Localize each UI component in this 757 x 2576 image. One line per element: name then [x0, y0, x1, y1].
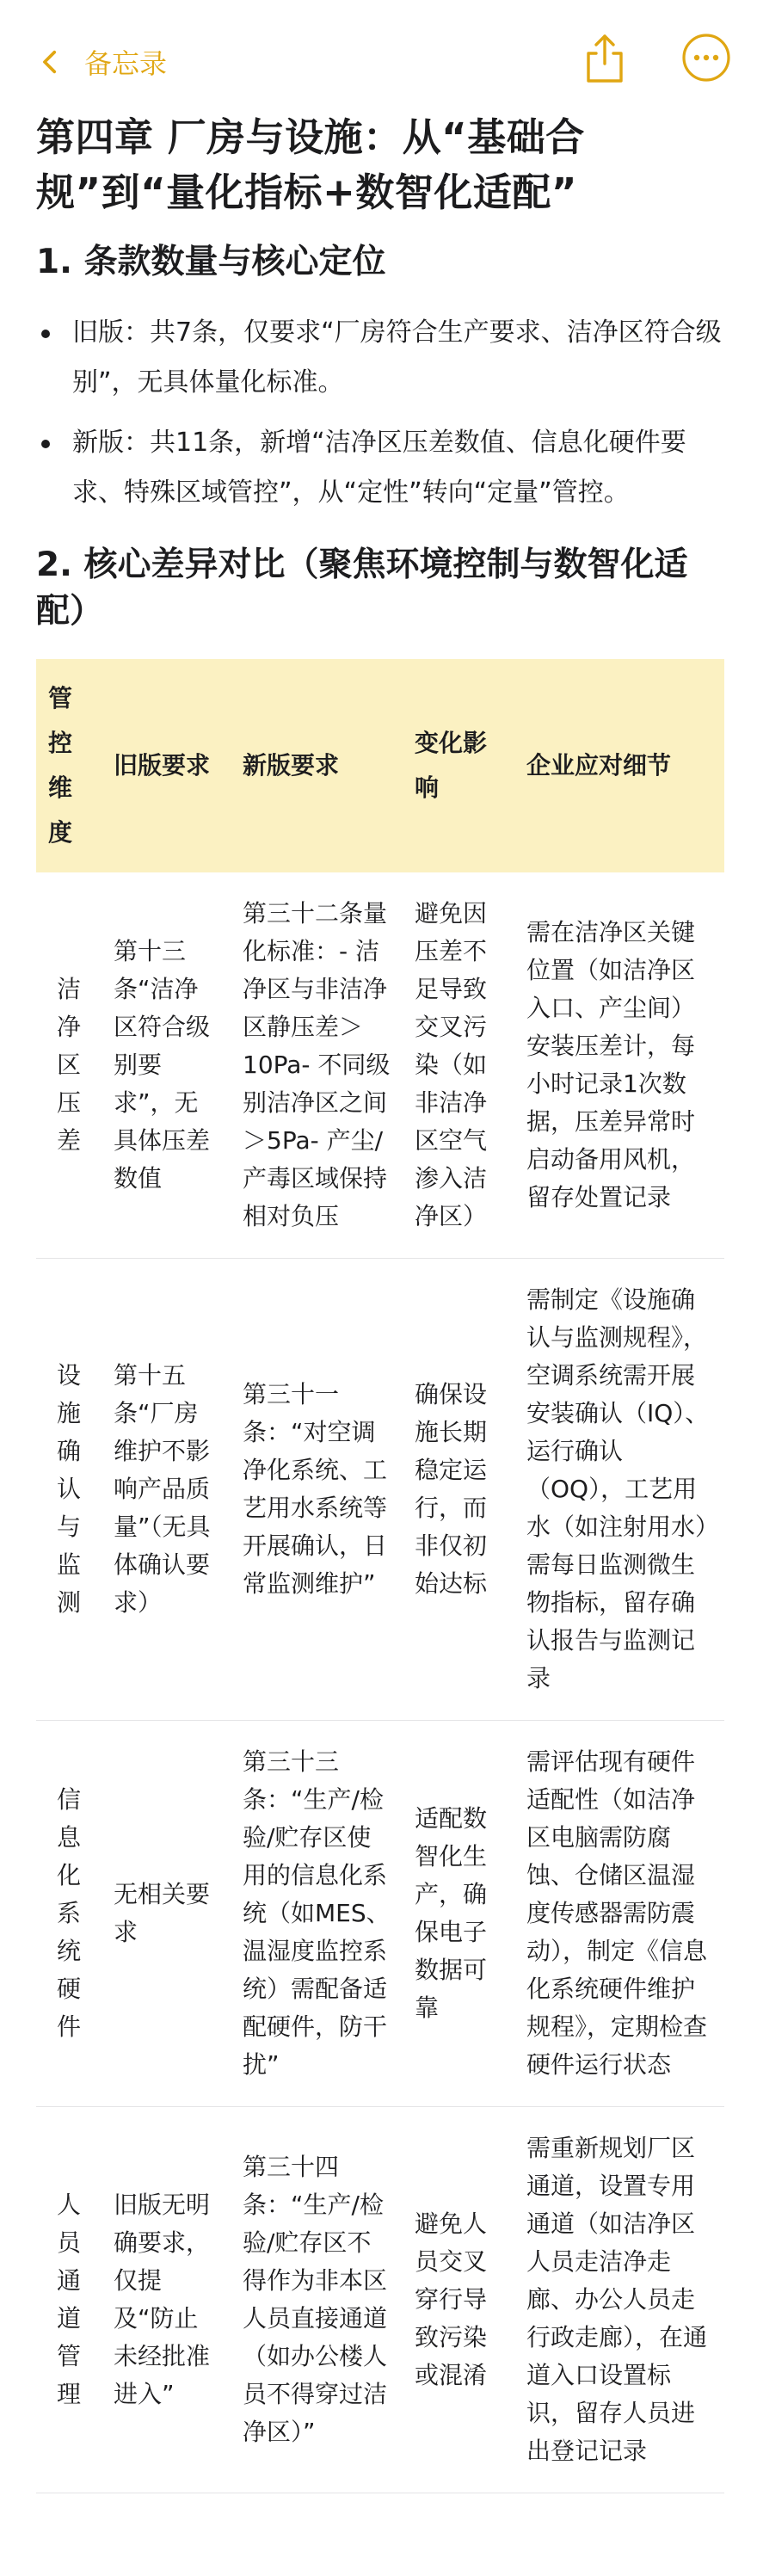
cell-old: 无相关要求: [102, 1721, 231, 2107]
cell-dimension: 设施确认与监测: [36, 1259, 102, 1721]
cell-dimension: 洁净区压差: [36, 872, 102, 1259]
cell-dimension: 信息化系统硬件: [36, 1721, 102, 2107]
cell-impact: 适配数智化生产，确保电子数据可靠: [403, 1721, 514, 2107]
cell-response: 需评估现有硬件适配性（如洁净区电脑需防腐蚀、仓储区温湿度传感器需防震动），制定《信息化系统硬件维护规程》，定期检查硬件运行状态: [514, 1721, 724, 2107]
table-row: [36, 872, 724, 1259]
cell-response: 需重新规划厂区通道，设置专用通道（如洁净区人员走洁净走廊、办公人员走行政走廊），在通道入口设置标识，留存人员进出登记记录: [514, 2107, 724, 2493]
cell-old: 第十三条“洁净区符合级别要求”，无具体压差数值: [102, 872, 231, 1259]
navigation-bar: [0, 0, 757, 120]
cell-old: 旧版无明确要求，仅提及“防止未经批准进入”: [102, 2107, 231, 2493]
table-header-row: [36, 659, 724, 872]
chevron-left-icon: [36, 47, 65, 77]
more-options-icon[interactable]: [681, 33, 731, 83]
table-row: [36, 1259, 724, 1721]
list-item: 新版：共11条，新增“洁净区压差数值、信息化硬件要求、特殊区域管控”，从“定性”转向“定量”管控。: [36, 418, 724, 518]
cell-response: 需制定《设施确认与监测规程》，空调系统需开展安装确认（IQ）、运行确认（OQ），工艺用水（如注射用水）需每日监测微生物指标，留存确认报告与监测记录: [514, 1259, 724, 1721]
cell-response: 需在洁净区关键位置（如洁净区入口、产尘间）安装压差计，每小时记录1次数据，压差异常时启动备用风机，留存处置记录: [514, 872, 724, 1259]
header-new-requirement: 新版要求: [231, 659, 403, 872]
cell-new: 第三十一条：“对空调净化系统、工艺用水系统等开展确认，日常监测维护”: [231, 1259, 403, 1721]
table-row: [36, 1721, 724, 2107]
back-label: 备忘录: [84, 47, 168, 80]
back-button[interactable]: [36, 38, 167, 86]
table-row: [36, 2107, 724, 2493]
cell-new: 第三十二条量化标准：- 洁净区与非洁净区静压差＞10Pa- 不同级别洁净区之间＞5Pa- 产尘/产毒区域保持相对负压: [231, 872, 403, 1259]
comparison-table: [36, 659, 724, 2493]
cell-old: 第十五条“厂房维护不影响产品质量”（无具体确认要求）: [102, 1259, 231, 1721]
header-old-requirement: 旧版要求: [102, 659, 231, 872]
cell-new: 第三十三条：“生产/检验/贮存区使用的信息化系统（如MES、温湿度监控系统）需配备适配硬件，防干扰”: [231, 1721, 403, 2107]
header-response: 企业应对细节: [514, 659, 724, 872]
list-item: 旧版：共7条，仅要求“厂房符合生产要求、洁净区符合级别”，无具体量化标准。: [36, 308, 724, 408]
cell-dimension: 人员通道管理: [36, 2107, 102, 2493]
section-heading-comparison: 2. 核心差异对比（聚焦环境控制与数智化适配）: [36, 545, 688, 631]
section-heading-clause-count: 1. 条款数量与核心定位: [36, 243, 386, 281]
header-impact: 变化影响: [403, 659, 514, 872]
cell-impact: 避免因压差不足导致交叉污染（如非洁净区空气渗入洁净区）: [403, 872, 514, 1259]
cell-impact: 确保设施长期稳定运行，而非仅初始达标: [403, 1259, 514, 1721]
bullet-list: [36, 308, 724, 518]
cell-impact: 避免人员交叉穿行导致污染或混淆: [403, 2107, 514, 2493]
cell-new: 第三十四条：“生产/检验/贮存区不得作为非本区人员直接通道（如办公楼人员不得穿过洁净区）”: [231, 2107, 403, 2493]
note-title: 第四章 厂房与设施：从“基础合规”到“量化指标+数智化适配”: [36, 114, 585, 215]
note-content[interactable]: [36, 110, 724, 2493]
share-icon[interactable]: [582, 33, 628, 84]
header-dimension: 管控维度: [36, 659, 102, 872]
